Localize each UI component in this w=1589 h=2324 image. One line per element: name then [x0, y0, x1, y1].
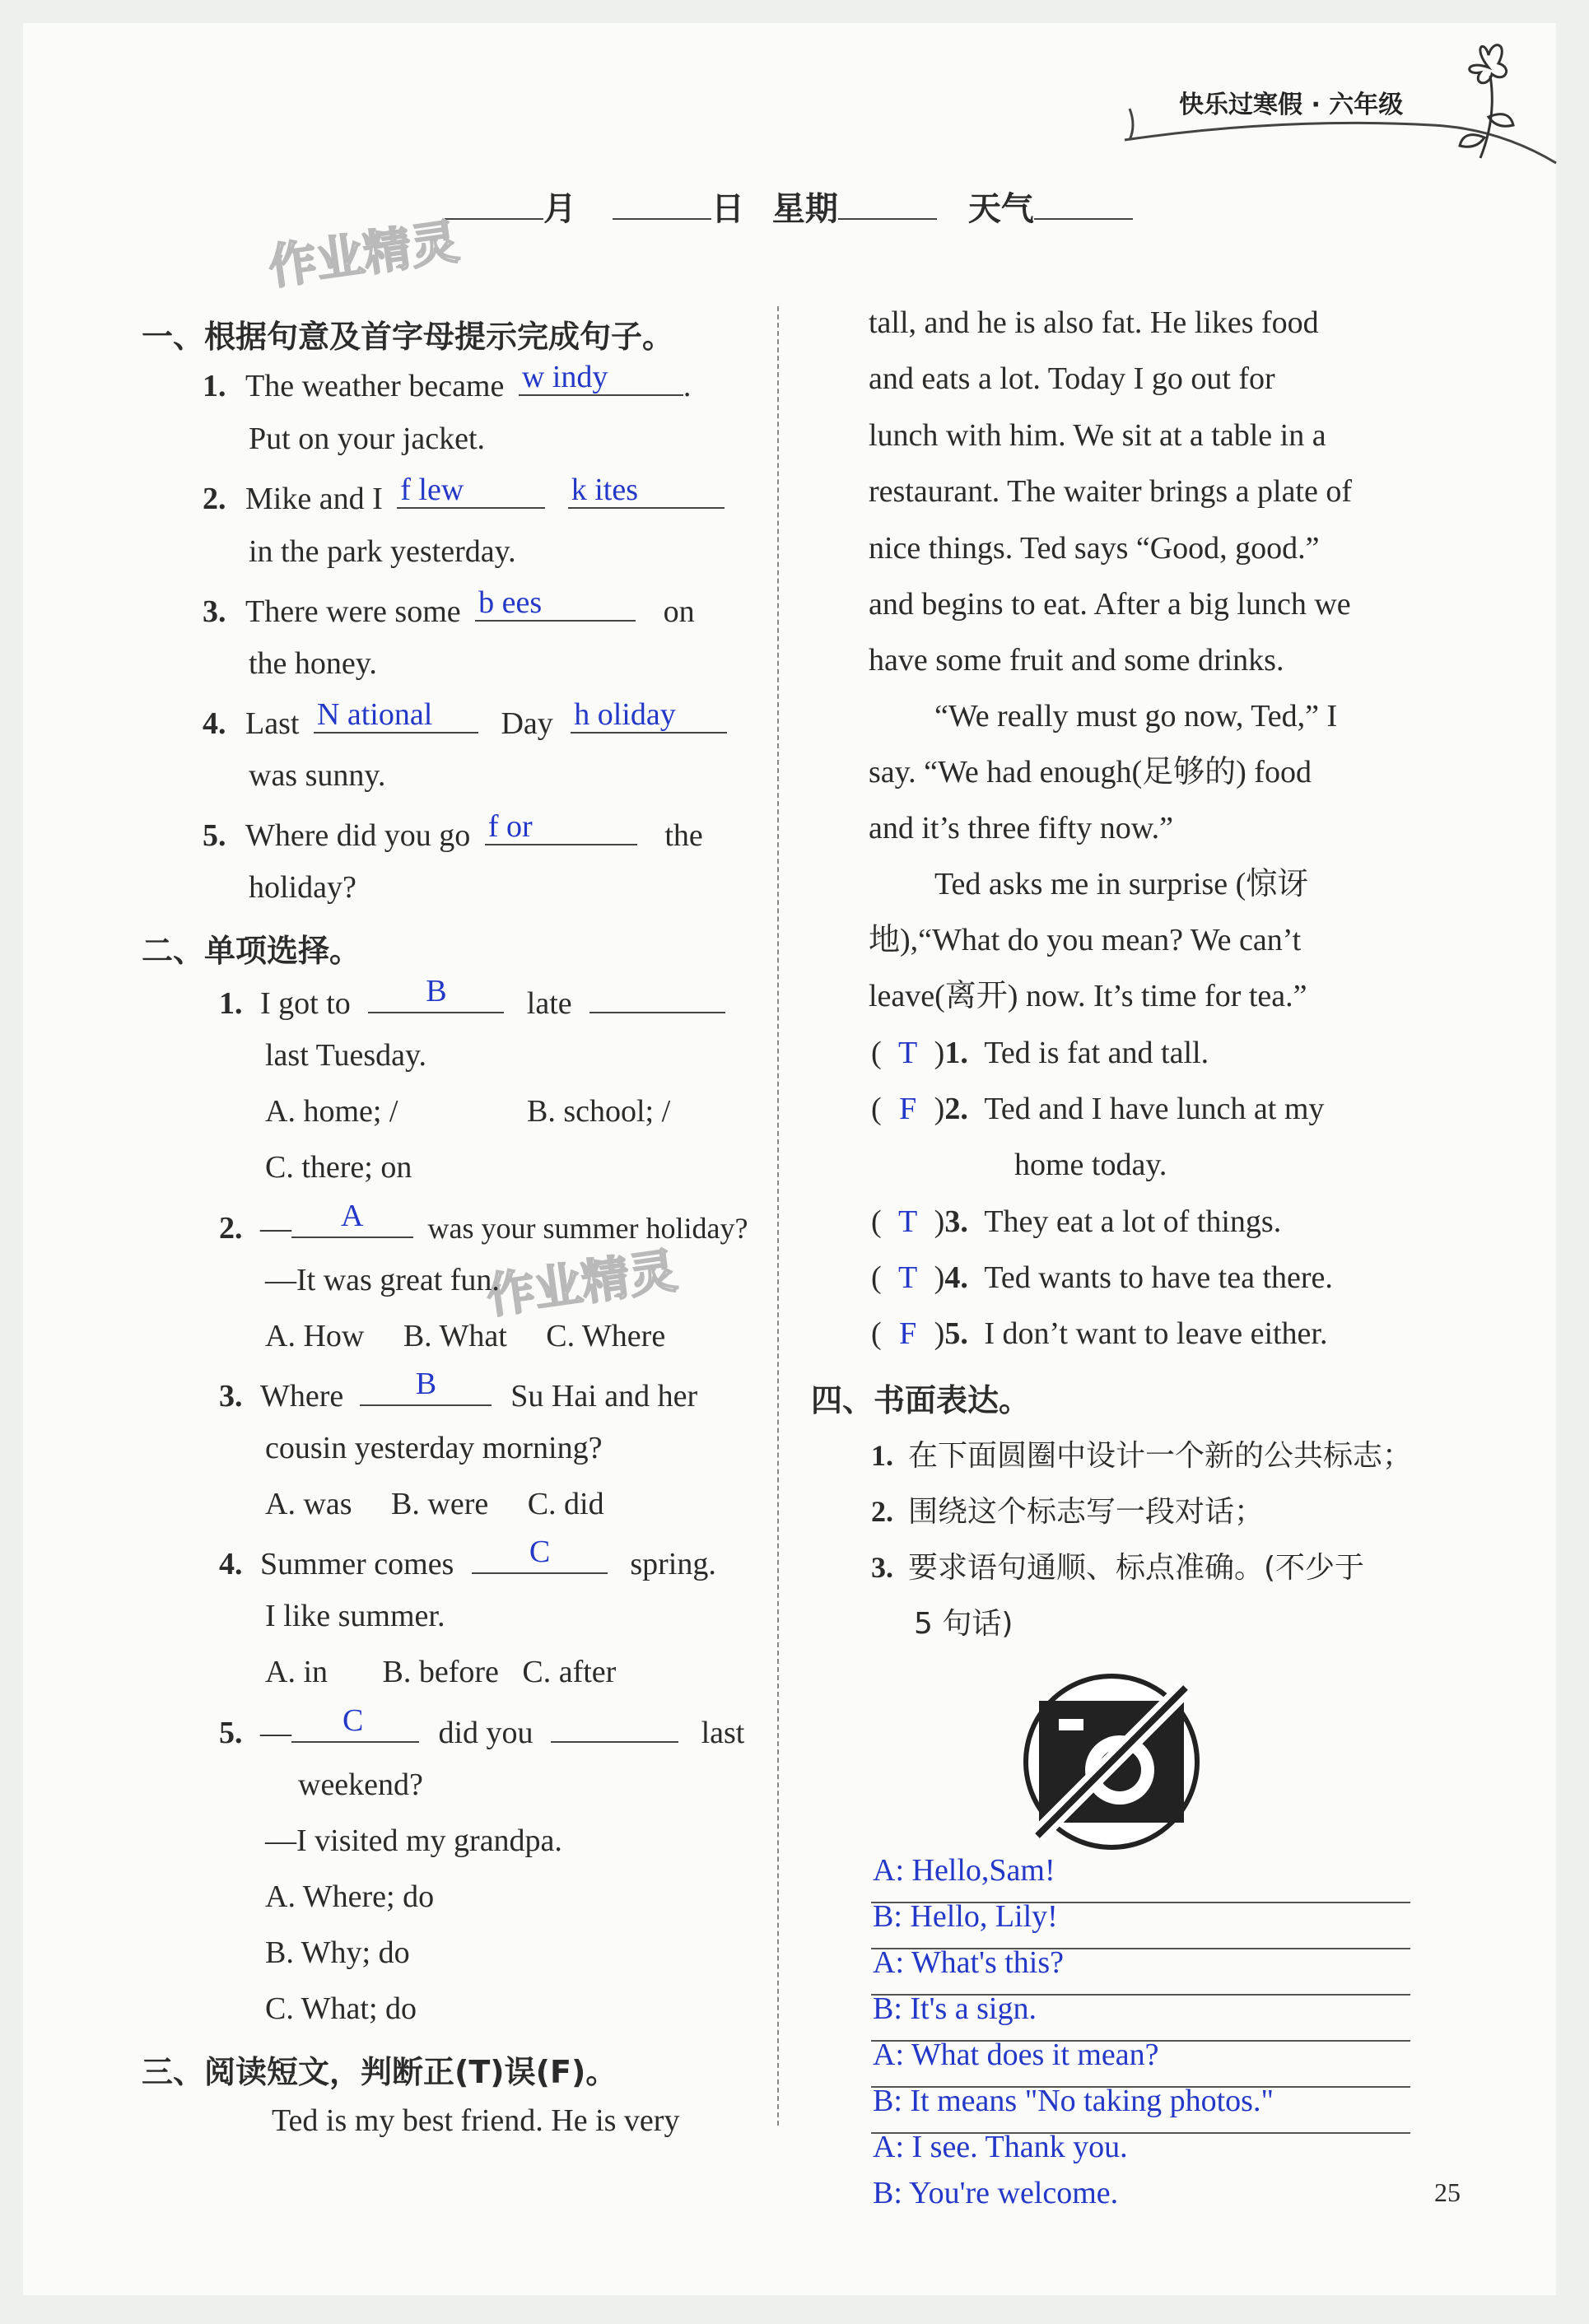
dialogue-line: B: Hello, Lily! — [873, 1899, 1058, 1934]
passage-line: Ted is my best friend. He is very — [272, 2103, 680, 2138]
tf-item: ( F )2. Ted and I have lunch at my — [871, 1092, 1325, 1126]
answer-blank[interactable] — [589, 984, 725, 1013]
answer-blank[interactable]: N ational — [314, 704, 478, 734]
passage-line: have some fruit and some drinks. — [869, 643, 1284, 678]
option-c[interactable]: C. there; on — [265, 1150, 412, 1185]
options[interactable]: A. in B. before C. after — [265, 1655, 617, 1689]
answer-blank[interactable]: k ites — [568, 479, 725, 509]
answer-blank[interactable]: b ees — [475, 592, 636, 622]
options[interactable]: A. was B. were C. did — [265, 1487, 604, 1521]
requirement-2: 2. 围绕这个标志写一段对话； — [871, 1495, 1265, 1529]
question-number: 1. — [203, 369, 226, 403]
answer-blank[interactable]: f lew — [397, 479, 545, 509]
s1-q2-cont: in the park yesterday. — [249, 534, 516, 569]
s2-q5-answer-line: —I visited my grandpa. — [265, 1823, 562, 1858]
day-blank[interactable] — [613, 190, 711, 220]
s1-q3: 3. There were some b ees on — [203, 585, 695, 629]
answer-blank[interactable]: C — [291, 1713, 419, 1743]
weekday-blank[interactable] — [838, 190, 937, 220]
weather-label: 天气 — [967, 190, 1034, 228]
passage-line: nice things. Ted says “Good, good.” — [869, 531, 1320, 566]
question-number: 3. — [203, 594, 226, 629]
dialogue-line: A: What's this? — [873, 1945, 1065, 1980]
month-label: 月 — [543, 190, 576, 228]
question-text: The weather became — [245, 369, 505, 403]
passage-line: and eats a lot. Today I go out for — [869, 361, 1275, 396]
dialogue-line: B: It means "No taking photos." — [873, 2084, 1274, 2118]
question-number: 2. — [203, 482, 226, 516]
dialogue-line: B: It's a sign. — [873, 1991, 1037, 2026]
answer-blank[interactable]: f or — [485, 816, 637, 845]
header-title: 快乐过寒假 · 六年级 — [1179, 91, 1404, 119]
tf-item-cont: home today. — [1014, 1148, 1167, 1182]
question-text: There were some — [245, 594, 461, 629]
answer-blank[interactable]: h oliday — [571, 704, 727, 734]
tf-answer[interactable]: F — [899, 1316, 917, 1351]
requirement-1: 1. 在下面圆圈中设计一个新的公共标志； — [871, 1439, 1413, 1473]
question-number: 4. — [203, 706, 226, 741]
s1-q1: 1. The weather became w indy . — [203, 360, 692, 403]
section4-title: 四、书面表达。 — [811, 1382, 1031, 1418]
s2-q2: 2. — A was your summer holiday? — [219, 1199, 748, 1246]
option-a[interactable]: A. Where; do — [265, 1879, 435, 1914]
tf-item: ( F )5. I don’t want to leave either. — [871, 1316, 1328, 1351]
passage-line: tall, and he is also fat. He likes food — [869, 305, 1319, 340]
s2-q5: 5. — C did you last — [219, 1703, 745, 1750]
workbook-page — [23, 23, 1556, 2295]
month-blank[interactable] — [445, 190, 543, 220]
answer-blank[interactable]: B — [368, 984, 504, 1013]
tf-item: ( T )3. They eat a lot of things. — [871, 1204, 1282, 1239]
header-flower-icon — [1120, 43, 1564, 166]
passage-line: and begins to eat. After a big lunch we — [869, 587, 1351, 622]
dialogue-line: B: You're welcome. — [873, 2176, 1119, 2210]
dialogue-line: A: Hello,Sam! — [873, 1853, 1055, 1888]
section3-title: 三、阅读短文，判断正(T)误(F)。 — [142, 2054, 617, 2090]
dialogue-line: A: I see. Thank you. — [873, 2130, 1128, 2164]
tf-answer[interactable]: F — [899, 1092, 917, 1126]
question-number: 5. — [203, 818, 226, 853]
passage-line: and it’s three fifty now.” — [869, 811, 1174, 845]
tf-answer[interactable]: T — [898, 1204, 918, 1239]
passage-line: lunch with him. We sit at a table in a — [869, 418, 1326, 453]
s1-q1-cont: Put on your jacket. — [249, 421, 486, 456]
question-text: Where did you go — [245, 818, 471, 853]
question-text: Last — [245, 706, 300, 741]
option-c[interactable]: C. What; do — [265, 1991, 417, 2026]
question-text: Mike and I — [245, 482, 383, 516]
s2-q1-cont: last Tuesday. — [265, 1038, 427, 1073]
passage-line: leave(离开) now. It’s time for tea.” — [869, 979, 1307, 1013]
s1-q4-cont: was sunny. — [249, 758, 386, 793]
requirement-3-cont: 5 句话) — [914, 1607, 1014, 1641]
weekday-label: 星期 — [771, 190, 838, 228]
answer-blank[interactable] — [551, 1713, 678, 1743]
watermark: 作业精灵 — [265, 213, 463, 296]
option-b[interactable]: B. Why; do — [265, 1935, 410, 1970]
passage-line: “We really must go now, Ted,” I — [934, 699, 1338, 734]
tf-answer[interactable]: T — [898, 1260, 918, 1295]
section1-title: 一、根据句意及首字母提示完成句子。 — [142, 319, 674, 355]
s2-q3-cont: cousin yesterday morning? — [265, 1431, 603, 1465]
weather-blank[interactable] — [1034, 190, 1133, 220]
day-label: 日 — [711, 190, 744, 228]
options[interactable]: A. How B. What C. Where — [265, 1319, 666, 1353]
passage-line: say. “We had enough(足够的) food — [869, 755, 1312, 789]
s2-q1: 1. I got to B late — [219, 984, 725, 1019]
s2-q3: 3. Where B Su Hai and her — [219, 1367, 698, 1413]
passage-line: Ted asks me in surprise (惊讶 — [934, 867, 1309, 901]
s1-q5-cont: holiday? — [249, 870, 356, 905]
tf-item: ( T )1. Ted is fat and tall. — [871, 1036, 1209, 1070]
s1-q5: 5. Where did you go f or the — [203, 809, 703, 853]
option-b[interactable]: B. school; / — [527, 1094, 671, 1129]
no-camera-sign-icon — [1021, 1671, 1202, 1852]
dialogue-line: A: What does it mean? — [873, 2038, 1159, 2072]
s1-q2 — [203, 473, 725, 516]
page-number: 25 — [1434, 2177, 1461, 2207]
answer-blank[interactable]: A — [291, 1209, 413, 1238]
answer-blank[interactable]: B — [360, 1376, 492, 1406]
s1-q3-cont: the honey. — [249, 646, 377, 681]
answer-blank[interactable]: C — [472, 1544, 608, 1574]
s2-q4: 4. Summer comes C spring. — [219, 1535, 716, 1581]
s2-q4-cont: I like summer. — [265, 1599, 445, 1633]
passage-line: restaurant. The waiter brings a plate of — [869, 474, 1353, 509]
watermark: 作业精灵 — [483, 1242, 681, 1325]
s2-q5-cont: weekend? — [298, 1767, 423, 1802]
option-a[interactable]: A. home; / — [265, 1094, 398, 1129]
section2-title: 二、单项选择。 — [142, 933, 361, 969]
s1-q4: 4. Last N ational Day h oliday — [203, 704, 727, 739]
answer-blank[interactable]: w indy — [519, 366, 683, 396]
date-line — [445, 183, 1133, 230]
requirement-3: 3. 要求语句通顺、标点准确。(不少于 — [871, 1551, 1365, 1585]
tf-item: ( T )4. Ted wants to have tea there. — [871, 1260, 1333, 1295]
s2-q2-cont: —It was great fun. — [265, 1263, 500, 1297]
column-divider — [777, 306, 779, 2126]
passage-line: 地),“What do you mean? We can’t — [869, 923, 1302, 957]
tf-answer[interactable]: T — [898, 1036, 918, 1070]
